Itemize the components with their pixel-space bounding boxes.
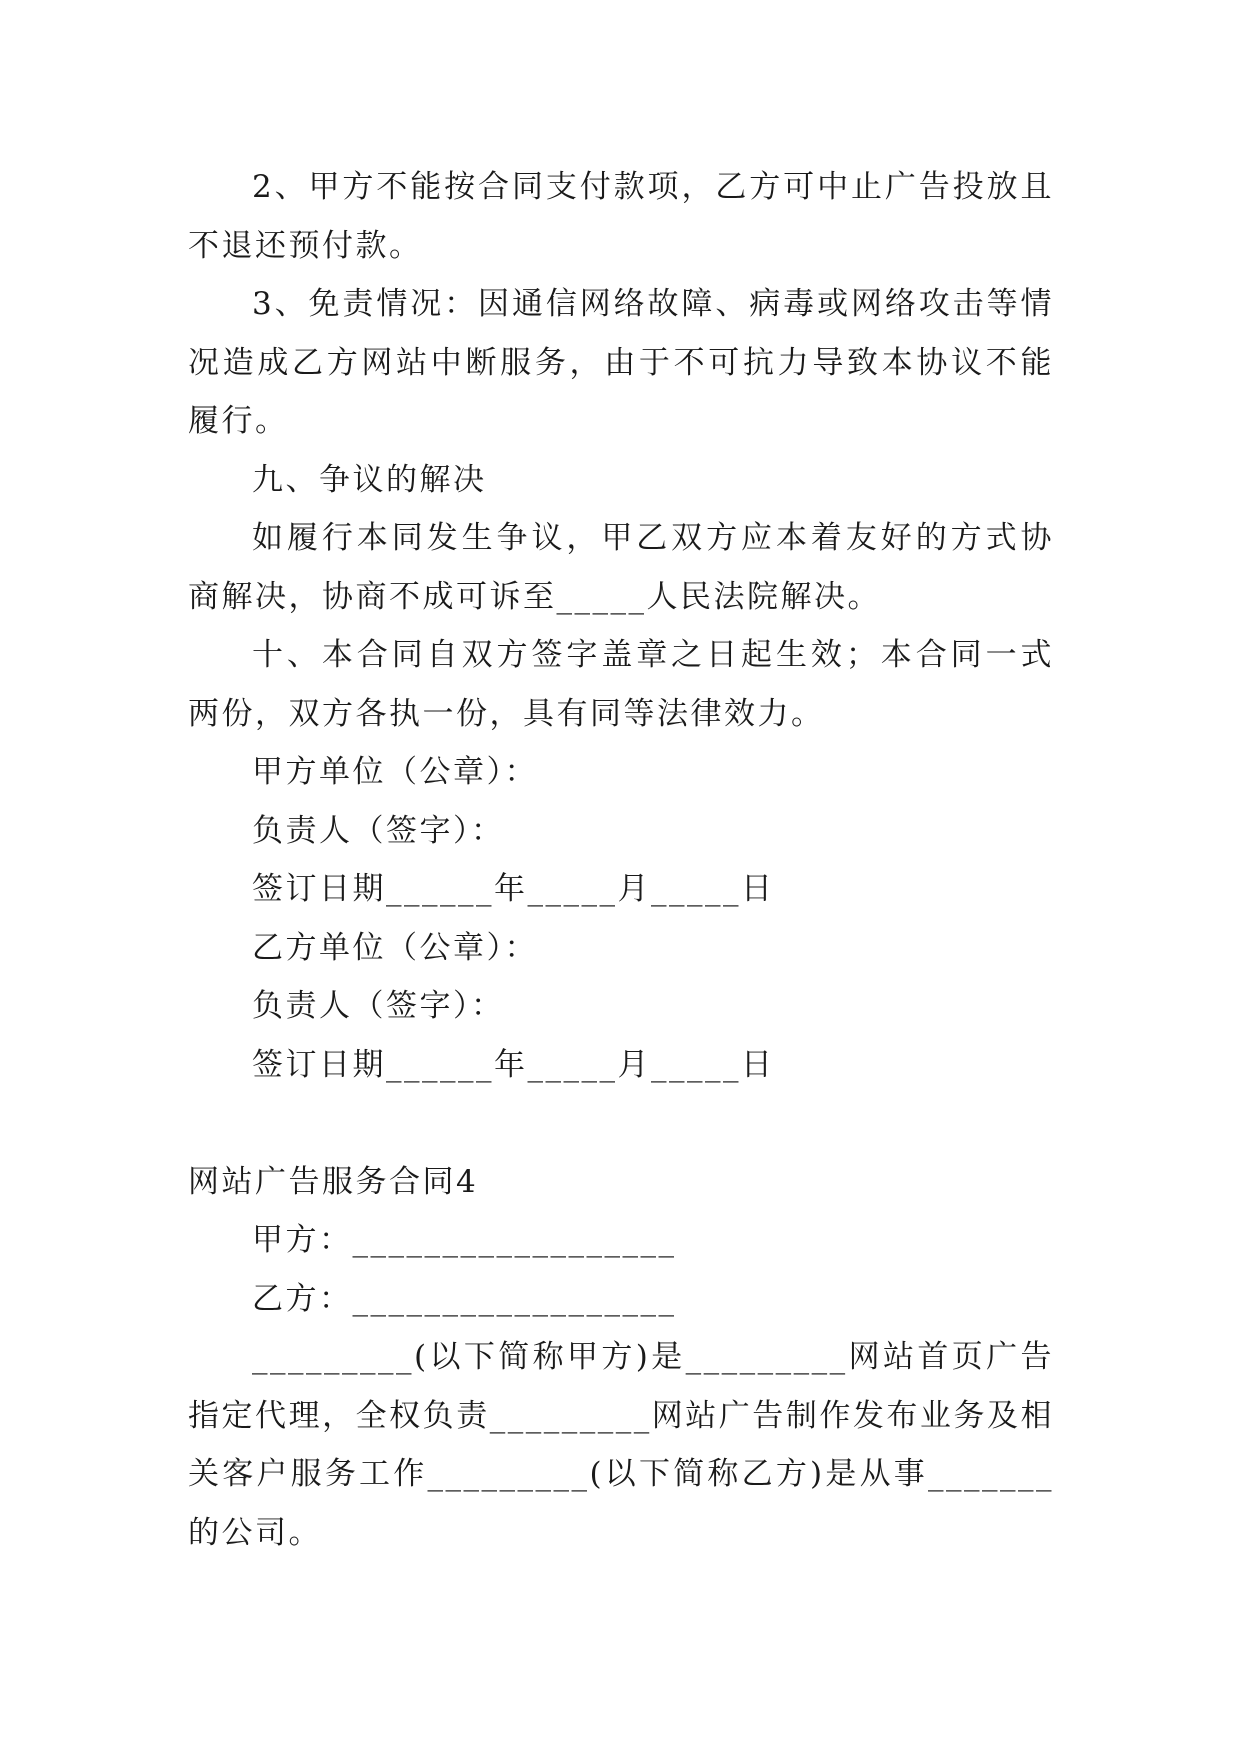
section-9-heading: 九、争议的解决 (252, 461, 487, 498)
contract-4-title: 网站广告服务合同4 (188, 1163, 479, 1200)
party-a-signatory: 负责人（签字）： (252, 812, 505, 849)
dispute-resolution-text: 如履行本同发生争议，甲乙双方应本着友好的方式协商解决，协商不成可诉至_____人民法院解决。 (188, 520, 1054, 615)
section-10-effective: 十、本合同自双方签字盖章之日起生效；本合同一式两份，双方各执一份，具有同等法律效力。 (188, 637, 1054, 732)
clause-3-exemption: 3、免责情况：因通信网络故障、病毒或网络攻击等情况造成乙方网站中断服务，由于不可抗力导致本协议不能履行。 (188, 286, 1054, 439)
party-a-unit-seal: 甲方单位（公章）： (252, 754, 538, 790)
party-a-line: 甲方：__________________ (252, 1222, 677, 1258)
document-body (188, 158, 1054, 1562)
party-b-unit-seal: 乙方单位（公章）： (252, 929, 538, 966)
party-a-sign-date: 签订日期______年_____月_____日 (252, 871, 775, 907)
party-b-signatory: 负责人（签字）： (252, 988, 505, 1024)
party-b-sign-date: 签订日期______年_____月_____日 (252, 1046, 775, 1083)
section-gap (188, 1094, 1054, 1153)
contract-4-intro: _________(以下简称甲方)是_________网站首页广告指定代理，全权负责_________网站广告制作发布业务及相关客户服务工作_________(以下简称乙方)是从事_______的公司。 (188, 1339, 1054, 1551)
clause-2-payment: 2、甲方不能按合同支付款项，乙方可中止广告投放且不退还预付款。 (188, 169, 1054, 264)
party-b-line: 乙方：__________________ (252, 1280, 677, 1317)
